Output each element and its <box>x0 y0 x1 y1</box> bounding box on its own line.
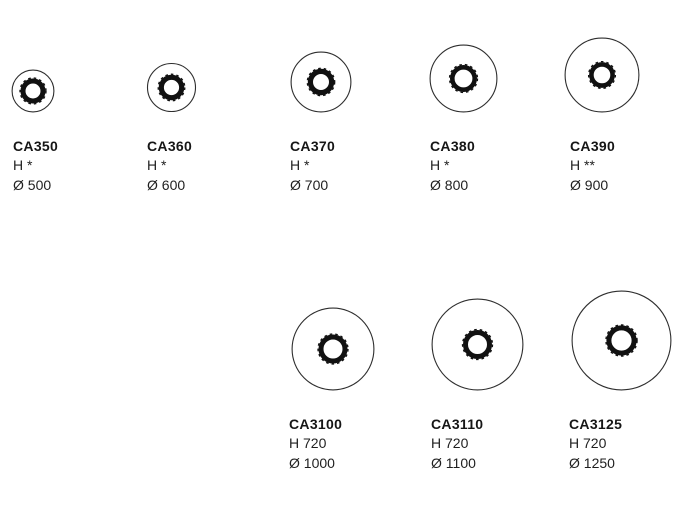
product-figure <box>431 286 524 391</box>
product-height: H 720 <box>431 435 469 451</box>
product-code: CA360 <box>147 138 193 154</box>
product-height: H * <box>290 157 310 173</box>
product-figure <box>570 33 640 113</box>
product-diameter: Ø 800 <box>430 176 469 193</box>
product-cell-ca370 <box>290 33 352 195</box>
product-code: CA3125 <box>569 416 623 432</box>
product-code: CA390 <box>570 138 616 154</box>
product-height: H 720 <box>569 435 607 451</box>
product-cell-ca3125 <box>569 286 672 473</box>
disc-top-view-icon <box>11 69 55 113</box>
product-diameter: Ø 900 <box>570 176 609 193</box>
product-code: CA3110 <box>431 416 484 432</box>
product-cell-ca360 <box>147 33 197 195</box>
product-height: H * <box>13 157 33 173</box>
product-cell-ca3100 <box>289 286 375 473</box>
disc-top-view-icon <box>429 44 498 113</box>
disc-top-view-icon <box>564 37 640 113</box>
product-code: CA380 <box>430 138 476 154</box>
product-height: H 720 <box>289 435 327 451</box>
product-diameter: Ø 1250 <box>569 454 615 471</box>
product-diameter: Ø 500 <box>13 176 52 193</box>
product-figure <box>430 33 498 113</box>
product-figure <box>289 286 375 391</box>
product-cell-ca350 <box>13 33 58 195</box>
product-height: H * <box>430 157 450 173</box>
product-code: CA370 <box>290 138 336 154</box>
product-cell-ca3110 <box>431 286 524 473</box>
product-cell-ca380 <box>430 33 498 195</box>
product-figure <box>13 33 55 113</box>
product-height: H ** <box>570 157 595 173</box>
disc-top-view-icon <box>291 307 375 391</box>
product-figure <box>569 286 672 391</box>
product-diameter: Ø 1100 <box>431 454 476 471</box>
product-height: H * <box>147 157 167 173</box>
product-figure <box>147 33 197 113</box>
product-figure <box>290 33 352 113</box>
product-diameter: Ø 600 <box>147 176 186 193</box>
product-diameter: Ø 700 <box>290 176 329 193</box>
disc-top-view-icon <box>290 51 352 113</box>
product-cell-ca390 <box>570 33 640 195</box>
disc-top-view-icon <box>146 62 197 113</box>
disc-top-view-icon <box>571 290 672 391</box>
product-code: CA350 <box>13 138 59 154</box>
product-code: CA3100 <box>289 416 343 432</box>
product-diameter: Ø 1000 <box>289 454 335 471</box>
disc-top-view-icon <box>431 298 524 391</box>
